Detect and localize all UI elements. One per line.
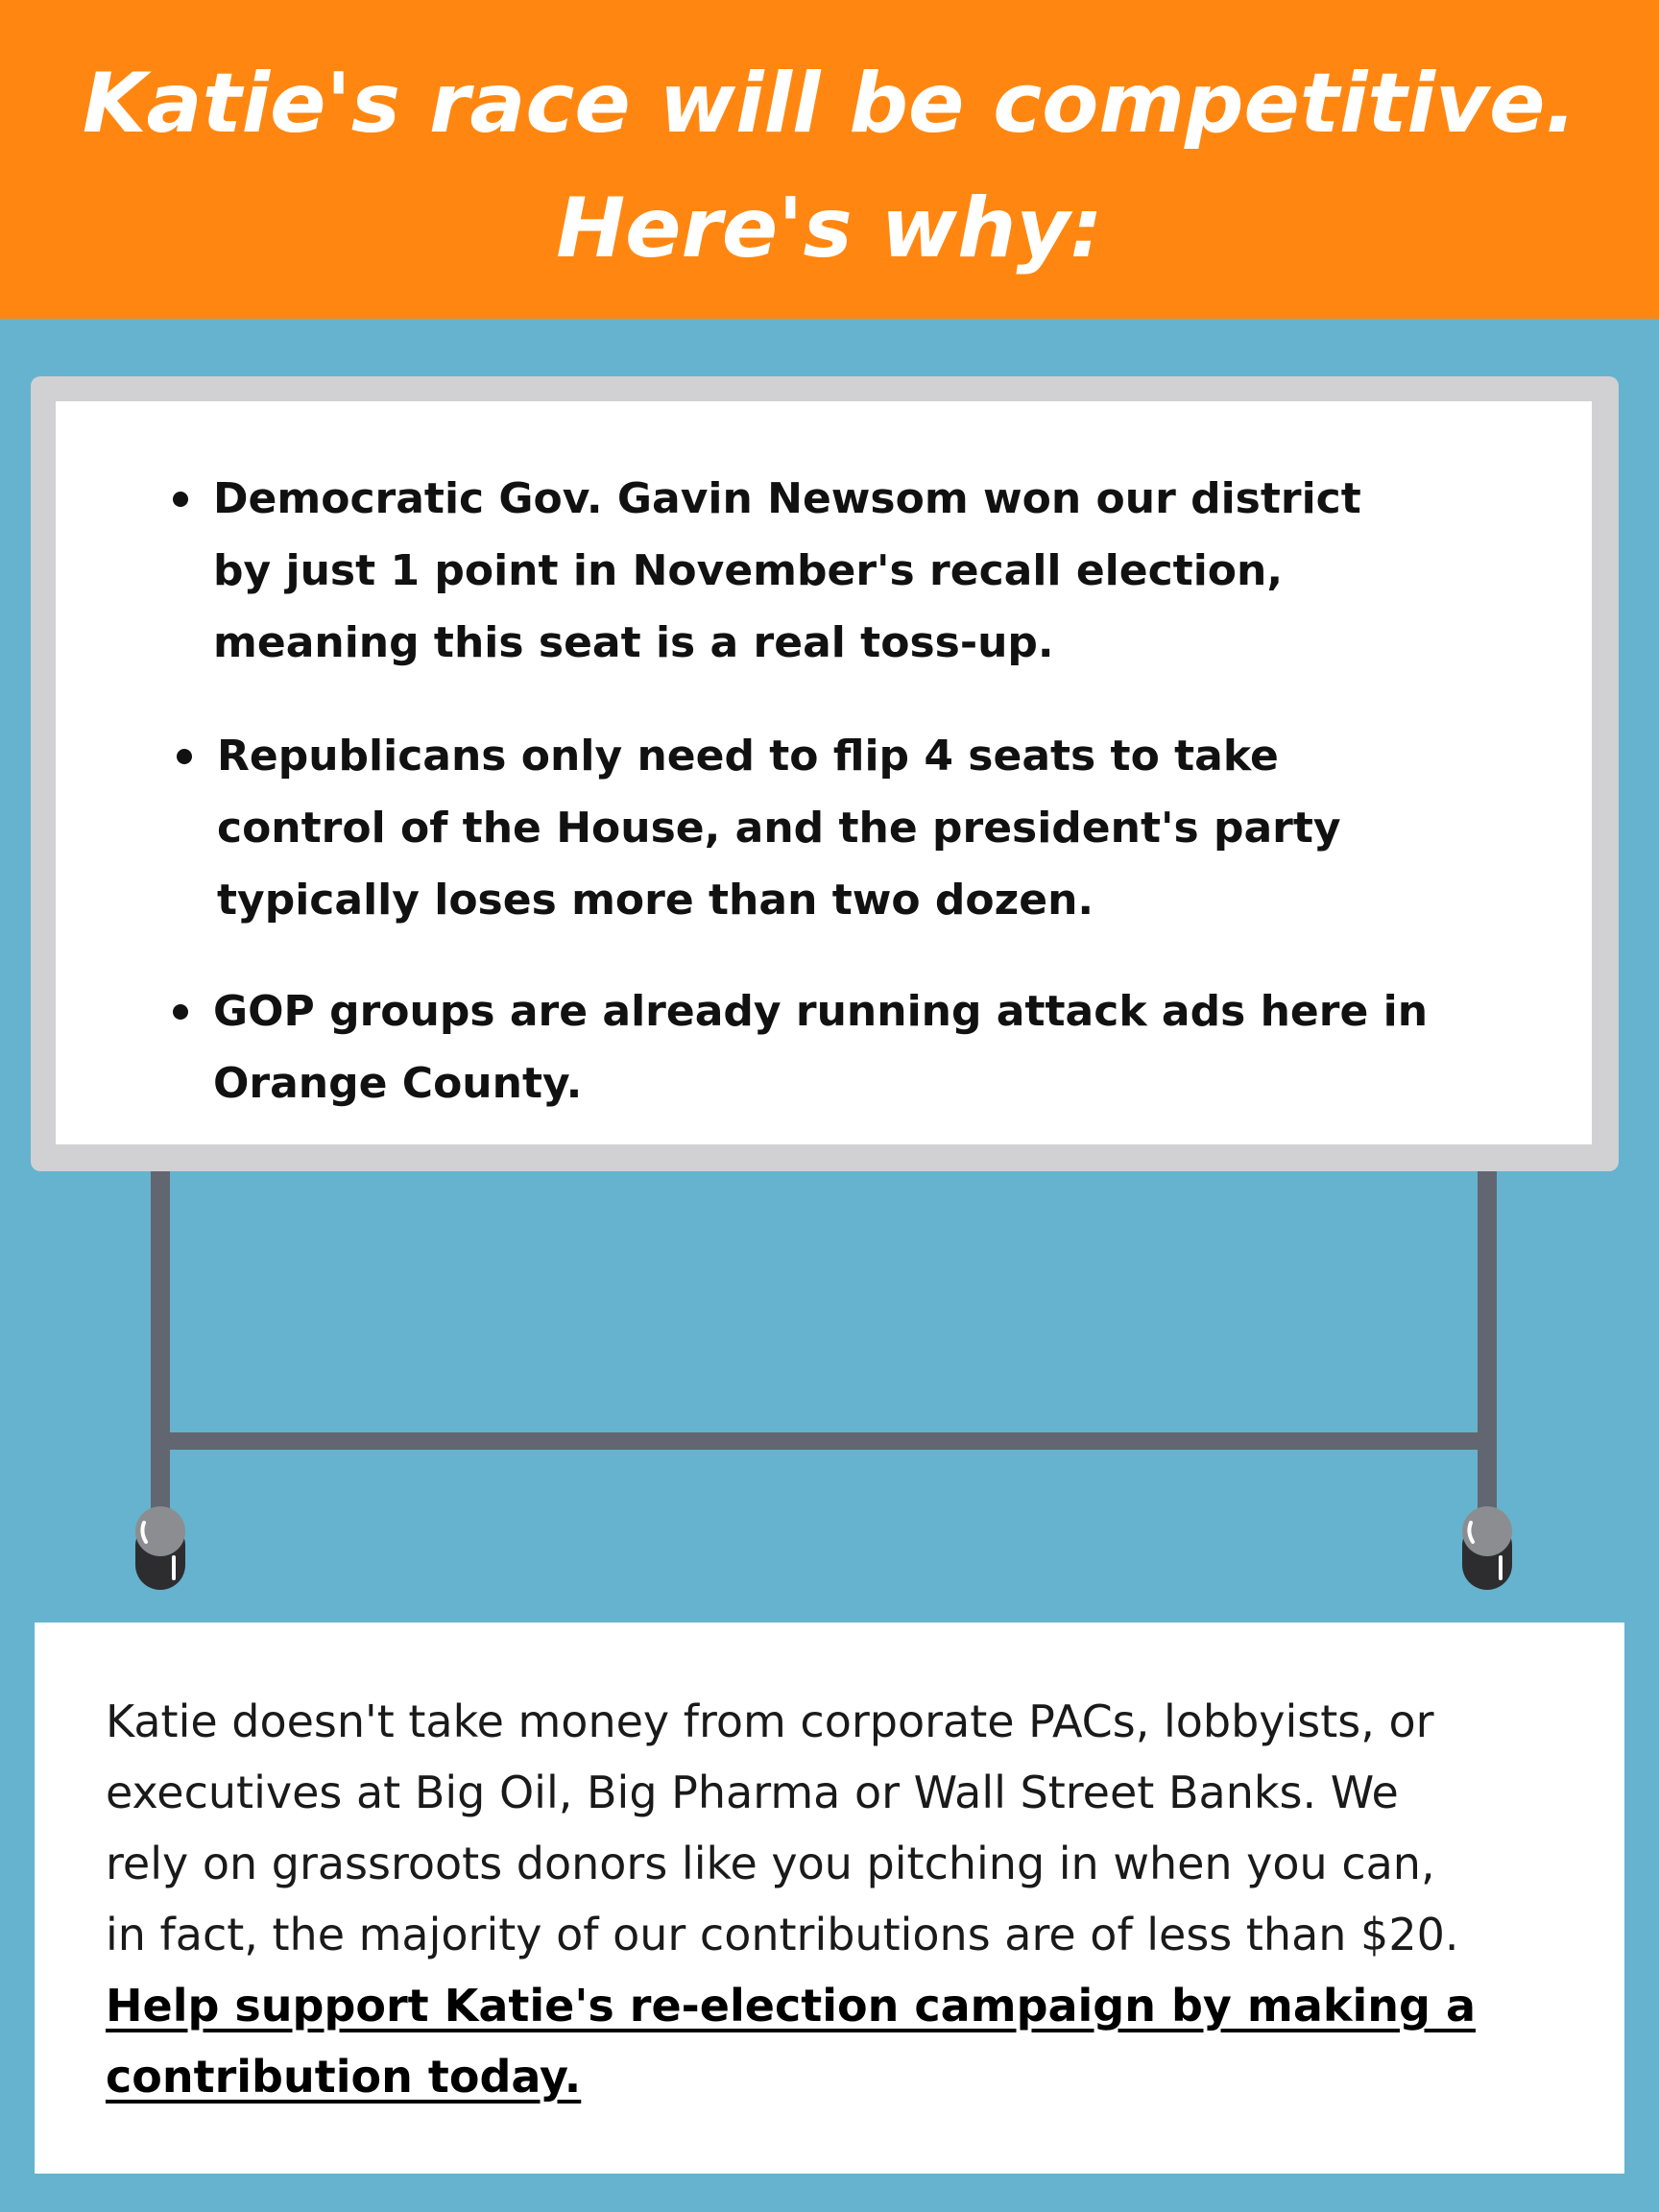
left-leg <box>151 1166 170 1527</box>
headline-line-2: Here's why: <box>556 180 1103 276</box>
bullet-line: Democratic Gov. Gavin Newsom won our district <box>213 474 1361 523</box>
bullet-line: by just 1 point in November's recall election, <box>213 546 1284 595</box>
bullet-republicans-flip <box>217 720 1341 936</box>
bullet-line: Republicans only need to flip 4 seats to take <box>217 732 1279 781</box>
info-line: executives at Big Oil, Big Pharma or Wall Street Banks. We <box>106 1767 1399 1818</box>
bullet-newsom-district <box>213 463 1361 679</box>
bullet-line: Orange County. <box>213 1059 583 1108</box>
headline-line-1: Katie's race will be competitive. <box>82 56 1577 152</box>
info-line: rely on grassroots donors like you pitching in when you can, <box>106 1838 1435 1889</box>
info-line: in fact, the majority of our contributions are of less than $20. <box>106 1909 1459 1960</box>
bullet-line: control of the House, and the president's party <box>217 804 1341 853</box>
info-text <box>106 1686 1603 2112</box>
bullet-dot-icon <box>173 1004 188 1020</box>
bullet-dot-icon <box>177 749 192 764</box>
bullet-gop-attack-ads <box>213 975 1428 1119</box>
info-line: Katie doesn't take money from corporate PACs, lobbyists, or <box>106 1695 1434 1747</box>
bullet-line: meaning this seat is a real toss-up. <box>213 618 1054 667</box>
bullet-dot-icon <box>173 492 188 507</box>
contribute-link[interactable]: Help support Katie's re-election campaign by making a <box>106 1980 1476 2032</box>
right-wheel-icon <box>1462 1506 1512 1590</box>
right-leg <box>1478 1166 1497 1527</box>
bullet-line: GOP groups are already running attack ads here in <box>213 987 1429 1036</box>
stand-legs <box>151 1166 1497 1527</box>
left-wheel-icon <box>135 1506 185 1590</box>
bullet-line: typically loses more than two dozen. <box>217 876 1094 925</box>
crossbar <box>151 1432 1497 1450</box>
contribute-link-continued[interactable]: contribution today. <box>106 2051 582 2103</box>
